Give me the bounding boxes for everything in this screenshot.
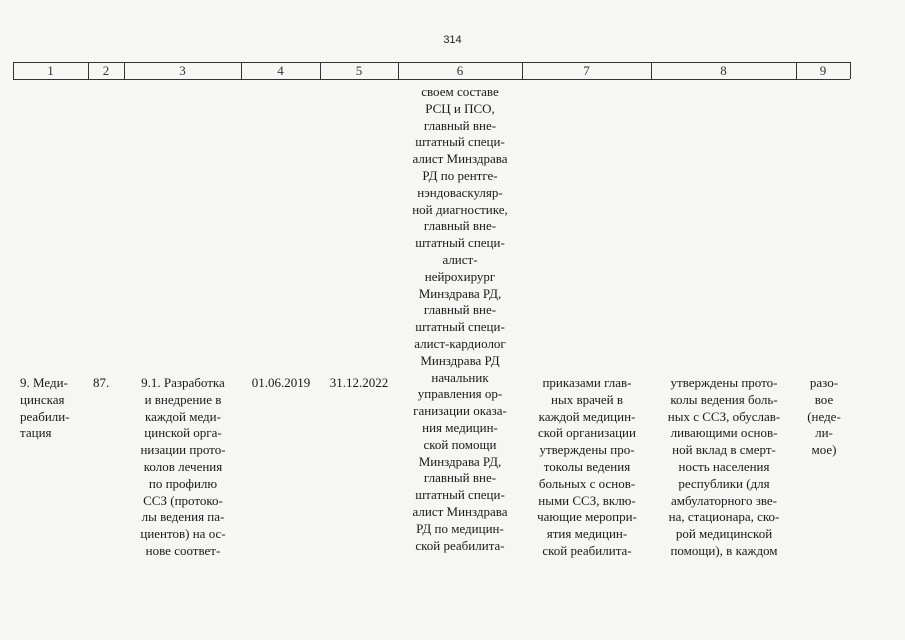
cell-result: приказами глав- ных врачей в каждой медицин- ской организации утверждены про- токолы ведения больных с основ- ными ССЗ, вклю- чающие меропри- ятия медицин- ской реабилита-	[537, 375, 637, 558]
header-cell-7: 7	[583, 63, 590, 78]
cell-start-date: 01.06.2019	[251, 375, 311, 390]
cell-end-date: 31.12.2022	[329, 375, 389, 390]
header-cell-1: 1	[47, 63, 54, 78]
header-cell-9: 9	[819, 63, 827, 78]
cell-section: 9. Меди- цинская реабили- тация	[20, 375, 70, 441]
column-divider	[850, 62, 851, 79]
header-cell-8: 8	[720, 63, 727, 78]
header-cell-5: 5	[355, 63, 363, 78]
header-cell-2: 2	[102, 63, 110, 78]
cell-responsible: своем составе РСЦ и ПСО, главный вне- штатный специ- алист Минздрава РД по рентге- нэндоваскуляр- ной диагностике, главный вне- штатный специ- алист- нейрохирург Минздрава РД, главный вне- штатный специ- алист-кардиолог Минздрава РД начальник управления ор- ганизации оказа- ния медицин- ской помощи Минздрава РД, главный вне- штатный специ- алист Минздрава РД по медицин- ской реабилита-	[412, 84, 508, 553]
cell-indicator: утверждены прото- колы ведения боль- ных с ССЗ, обуслав- ливающими основ- ной вклад в смерт- ность населения республики (для амбулаторного зве- на, стационара, ско- рой медицинской помощи), в каждом	[667, 375, 781, 558]
header-bottom-rule	[13, 79, 850, 80]
header-cell-6: 6	[456, 63, 464, 78]
header-cell-3: 3	[179, 63, 186, 78]
cell-number: 87.	[93, 375, 110, 390]
cell-type: разо- вое (неде- ли- мое)	[807, 375, 841, 458]
cell-activity: 9.1. Разработка и внедрение в каждой меди- цинской орга- низации прото- колов лечения по профилю ССЗ (протоко- лы ведения па- циентов) на ос- нове соответ-	[140, 375, 226, 558]
header-cell-4: 4	[277, 63, 284, 78]
page-number: 314	[443, 34, 462, 46]
